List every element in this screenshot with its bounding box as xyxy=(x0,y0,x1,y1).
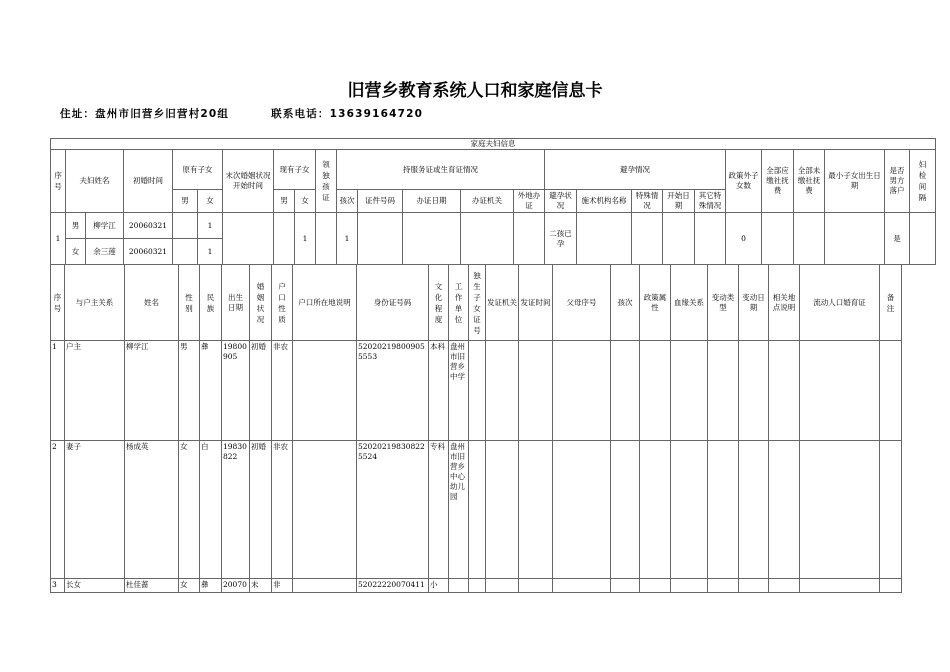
couple-seq: 1 xyxy=(51,213,66,265)
h-issue-office: 办证机关 xyxy=(461,190,514,213)
cell-marital: 初婚 xyxy=(250,341,272,441)
page-title: 旧营乡教育系统人口和家庭信息卡 xyxy=(347,81,603,101)
h-policy-attr: 政策属性 xyxy=(640,265,671,341)
h-seq: 序号 xyxy=(53,292,62,313)
h-other-place: 外地办证 xyxy=(514,190,545,213)
cell-birth: 20070 xyxy=(222,579,250,593)
cell-name: 杜佳蔷 xyxy=(125,579,179,593)
h-name: 夫妇姓名 xyxy=(66,150,124,213)
couple-info-table xyxy=(50,138,936,265)
h-cert-no: 证件号码 xyxy=(358,190,403,213)
h-cur-female: 女 xyxy=(295,190,316,213)
h-name: 姓名 xyxy=(125,265,179,341)
h-related-place: 相关地点说明 xyxy=(769,265,800,341)
cell-birth: 19830822 xyxy=(222,441,250,579)
cell-relation: 户主 xyxy=(65,341,125,441)
h-seq: 序号 xyxy=(54,171,62,191)
phone: 联系电话：13639164720 xyxy=(271,108,424,120)
h-cert-office: 发证机关 xyxy=(486,265,519,341)
h-service-cert: 持服务证或生育证情况 xyxy=(337,150,545,190)
cell-id-no: 520202198308225524 xyxy=(357,441,429,579)
table-row xyxy=(51,579,902,593)
h-workplace: 工作单位 xyxy=(454,281,463,324)
h-birth-order: 孩次 xyxy=(337,190,358,213)
cell-id-no: 52022220070411 xyxy=(357,579,429,593)
address: 住址：盘州市旧营乡旧营村20组 xyxy=(60,108,230,120)
h-ethnicity: 民族 xyxy=(206,292,215,313)
h-marry-date: 初婚时间 xyxy=(124,150,173,213)
h-current-children: 现有子女 xyxy=(274,150,316,190)
h-operation-org: 施术机构名称 xyxy=(577,190,632,213)
h-male: 男 xyxy=(173,190,198,213)
cell-relation: 长女 xyxy=(65,579,125,593)
husband-female-children: 1 xyxy=(198,213,223,239)
husband-date: 20060321 xyxy=(124,213,173,239)
cell-id-no: 520202198009055553 xyxy=(357,341,429,441)
h-education: 文化程度 xyxy=(434,281,443,324)
h-female: 女 xyxy=(198,190,223,213)
cell-birth: 19800905 xyxy=(222,341,250,441)
current-female: 1 xyxy=(295,213,316,265)
cell-hukou-type: 非 xyxy=(272,579,293,593)
wife-name: 余三莲 xyxy=(86,239,124,265)
cell-relation: 妻子 xyxy=(65,441,125,579)
cell-seq: 1 xyxy=(51,341,65,441)
address-line xyxy=(60,106,423,121)
cell-sex: 男 xyxy=(179,341,200,441)
cell-name: 柳学江 xyxy=(125,341,179,441)
h-contraception-status: 避孕状况 xyxy=(545,190,577,213)
policy-children: 0 xyxy=(726,213,762,265)
h-last-marriage: 末次婚姻状况开始时间 xyxy=(223,150,274,213)
wife-date: 20060321 xyxy=(124,239,173,265)
cell-education: 专科 xyxy=(429,441,449,579)
h-only-child: 独生子女证号 xyxy=(473,270,481,335)
birth-order: 1 xyxy=(337,213,358,265)
cell-hukou-type: 非农 xyxy=(272,341,293,441)
cell-workplace xyxy=(449,579,469,593)
cell-education: 小 xyxy=(429,579,449,593)
h-issue-date: 办证日期 xyxy=(403,190,461,213)
cell-education: 本科 xyxy=(429,341,449,441)
h-start-date: 开始日期 xyxy=(663,190,695,213)
h-child-order: 孩次 xyxy=(611,265,640,341)
h-male-side: 是否男方落户 xyxy=(885,150,910,213)
cell-workplace: 盘州市旧营乡中心幼儿园 xyxy=(449,441,469,579)
h-birth: 出生日期 xyxy=(228,292,243,312)
member-info-table xyxy=(50,264,902,593)
h-sex: 性别 xyxy=(185,292,193,313)
h-all-unpaid: 全部未缴社抚费 xyxy=(794,150,825,213)
male-side: 是 xyxy=(885,213,910,265)
h-has-children: 原有子女 xyxy=(173,150,223,190)
h-cur-male: 男 xyxy=(274,190,295,213)
husband-label: 男 xyxy=(66,213,86,239)
h-notes: 备注 xyxy=(886,292,895,313)
cell-sex: 女 xyxy=(179,441,200,579)
wife-label: 女 xyxy=(66,239,86,265)
husband-name: 柳学江 xyxy=(86,213,124,239)
h-id-no: 身份证号码 xyxy=(357,265,429,341)
cell-marital: 未 xyxy=(250,579,272,593)
cell-ethnicity: 彝 xyxy=(200,341,222,441)
h-parent-id: 父母序号 xyxy=(553,265,611,341)
cell-workplace: 盘州市旧营乡中学 xyxy=(449,341,469,441)
section-title: 家庭夫妇信息 xyxy=(51,139,936,150)
wife-female-children: 1 xyxy=(198,239,223,265)
h-hukou-place: 户口所在地说明 xyxy=(293,265,357,341)
h-hukou-type: 户口性质 xyxy=(278,281,286,324)
h-special: 特殊情况 xyxy=(632,190,663,213)
h-youngest-birth: 最小子女出生日期 xyxy=(825,150,885,213)
h-remarriage-gap: 妇检间隔 xyxy=(918,160,927,202)
h-marital: 婚姻状况 xyxy=(256,281,265,324)
h-change-date: 变动日期 xyxy=(739,265,769,341)
contraception-status: 二孩已孕 xyxy=(545,213,577,265)
cell-hukou-type: 非农 xyxy=(272,441,293,579)
h-policy-children: 政策外子女数 xyxy=(726,150,762,213)
h-change-type: 变动类型 xyxy=(708,265,739,341)
cell-ethnicity: 彝 xyxy=(200,579,222,593)
table-row xyxy=(51,341,902,441)
cell-ethnicity: 白 xyxy=(200,441,222,579)
cell-marital: 初婚 xyxy=(250,441,272,579)
h-cert-time: 发证时间 xyxy=(519,265,553,341)
cell-seq: 2 xyxy=(51,441,65,579)
h-other-special: 其它特殊情况 xyxy=(695,190,726,213)
table-row xyxy=(51,441,902,579)
h-contraception: 避孕情况 xyxy=(545,150,726,190)
h-relation: 与户主关系 xyxy=(65,265,125,341)
h-blood-relation: 血缘关系 xyxy=(671,265,708,341)
cell-name: 杨成英 xyxy=(125,441,179,579)
h-only-child-cert: 领独孩证 xyxy=(322,160,330,202)
cell-seq: 3 xyxy=(51,579,65,593)
cell-sex: 女 xyxy=(179,579,200,593)
h-floating-cert: 流动人口婚育证 xyxy=(800,265,880,341)
h-all-paid: 全部应缴社抚费 xyxy=(762,150,794,213)
